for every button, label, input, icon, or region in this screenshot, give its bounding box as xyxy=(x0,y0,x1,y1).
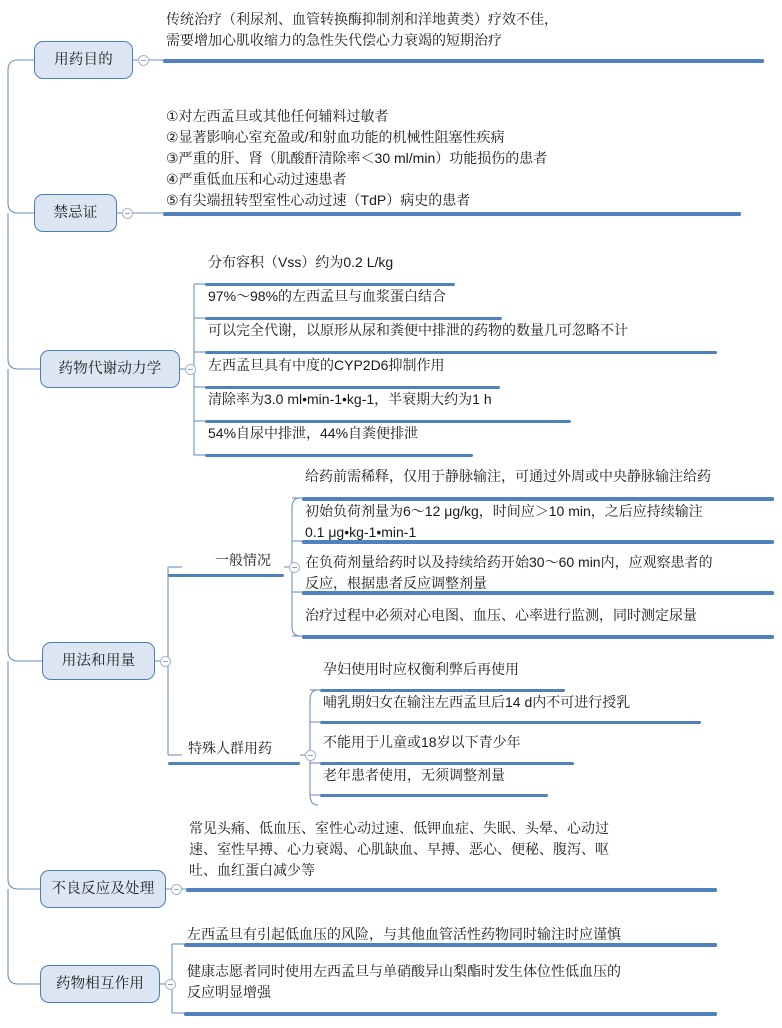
leaf-bar xyxy=(184,1012,717,1016)
collapse-toggle-contraindications[interactable] xyxy=(122,208,133,219)
leaf-text: 清除率为3.0 ml•min-1•kg-1，半衰期大约为1 h xyxy=(208,391,492,407)
leaf-bar xyxy=(186,888,717,892)
branch-label: 药物代谢动力学 xyxy=(58,360,162,377)
collapse-toggle-dosage[interactable] xyxy=(160,656,171,667)
leaf-text: 可以完全代谢，以原形从尿和粪便中排泄的药物的数量几可忽略不计 xyxy=(208,322,628,338)
leaf-text: ①对左西孟旦或其他任何辅料过敏者 ②显著影响心室充盈或/和射血功能的机械性阻塞性疾病 ③严重的肝、肾（肌酸酐清除率＜30 ml/min）功能损伤的患者 ④严重低血压和心动过速患者 ⑤有尖端扭转型室性心动过速（TdP）病史的患者 xyxy=(166,108,548,208)
collapse-toggle-drug-interactions[interactable] xyxy=(165,979,176,990)
leaf-text: 不能用于儿童或18岁以下青少年 xyxy=(323,734,521,750)
collapse-toggle-purpose[interactable] xyxy=(138,55,149,66)
leaf-text: 左西孟旦具有中度的CYP2D6抑制作用 xyxy=(208,357,445,373)
leaf-bar xyxy=(184,943,717,947)
leaf-text: 初始负荷剂量为6～12 μg/kg，时间应＞10 min，之后应持续输注 0.1 μg•kg-1•min-1 xyxy=(305,503,703,540)
leaf-bar xyxy=(302,497,774,501)
branch-node-dosage[interactable] xyxy=(42,642,155,680)
leaf-bar xyxy=(205,454,473,457)
leaf-bar xyxy=(302,540,774,544)
branch-label: 用药目的 xyxy=(54,51,113,68)
leaf-bar xyxy=(320,794,548,797)
leaf-bar xyxy=(302,591,774,595)
leaf-text: 常见头痛、低血压、室性心动过速、低钾血症、失眠、头晕、心动过 速、室性早搏、心力衰竭、心肌缺血、早搏、恶心、便秘、腹泻、呕 吐、血红蛋白减少等 xyxy=(189,820,609,878)
leaf-text: 孕妇使用时应权衡利弊后再使用 xyxy=(323,661,519,677)
branch-node-purpose[interactable] xyxy=(34,41,133,79)
subbranch-label-special-populations[interactable]: 特殊人群用药 xyxy=(188,740,272,756)
branch-label: 禁忌证 xyxy=(53,204,98,221)
branch-node-drug-interactions[interactable] xyxy=(40,965,160,1003)
leaf-text: 传统治疗（利尿剂、血管转换酶抑制剂和洋地黄类）疗效不佳， 需要增加心肌收缩力的急性失代偿心力衰竭的短期治疗 xyxy=(166,11,558,48)
leaf-text: 在负荷剂量给药时以及持续给药开始30～60 min内，应观察患者的 反应，根据患者反应调整剂量 xyxy=(305,554,713,591)
leaf-text: 治疗过程中必须对心电图、血压、心率进行监测，同时测定尿量 xyxy=(305,607,697,623)
collapse-toggle-general[interactable] xyxy=(289,562,300,573)
leaf-text: 给药前需稀释，仅用于静脉输注，可通过外周或中央静脉输注给药 xyxy=(305,468,711,484)
subbranch-label-general[interactable]: 一般情况 xyxy=(215,552,271,568)
leaf-bar xyxy=(163,212,741,216)
leaf-text: 97%～98%的左西孟旦与血浆蛋白结合 xyxy=(208,288,447,304)
subbranch-bar-general xyxy=(168,574,284,577)
leaf-bar xyxy=(205,351,717,354)
leaf-text: 老年患者使用，无须调整剂量 xyxy=(323,767,505,783)
collapse-toggle-special-populations[interactable] xyxy=(305,750,316,761)
leaf-text: 左西孟旦有引起低血压的风险，与其他血管活性药物同时输注时应谨慎 xyxy=(187,926,621,942)
leaf-text: 哺乳期妇女在输注左西孟旦后14 d内不可进行授乳 xyxy=(323,694,631,710)
leaf-bar xyxy=(302,635,774,639)
leaf-bar xyxy=(163,59,764,63)
collapse-toggle-pharmacokinetics[interactable] xyxy=(185,364,196,375)
branch-node-adverse-reactions[interactable] xyxy=(40,870,166,908)
leaf-text: 健康志愿者同时使用左西孟旦与单硝酸异山梨酯时发生体位性低血压的 反应明显增强 xyxy=(187,963,621,1000)
leaf-bar xyxy=(320,721,701,724)
collapse-toggle-adverse-reactions[interactable] xyxy=(171,884,182,895)
branch-label: 用法和用量 xyxy=(61,652,136,669)
branch-label: 药物相互作用 xyxy=(55,975,145,992)
branch-label: 不良反应及处理 xyxy=(51,880,155,897)
subbranch-bar-special-populations xyxy=(168,762,300,765)
branch-node-pharmacokinetics[interactable] xyxy=(40,350,180,388)
branch-node-contraindications[interactable] xyxy=(34,194,117,232)
leaf-text: 54%自尿中排泄，44%自粪便排泄 xyxy=(208,425,419,441)
leaf-text: 分布容积（Vss）约为0.2 L/kg xyxy=(208,254,394,270)
